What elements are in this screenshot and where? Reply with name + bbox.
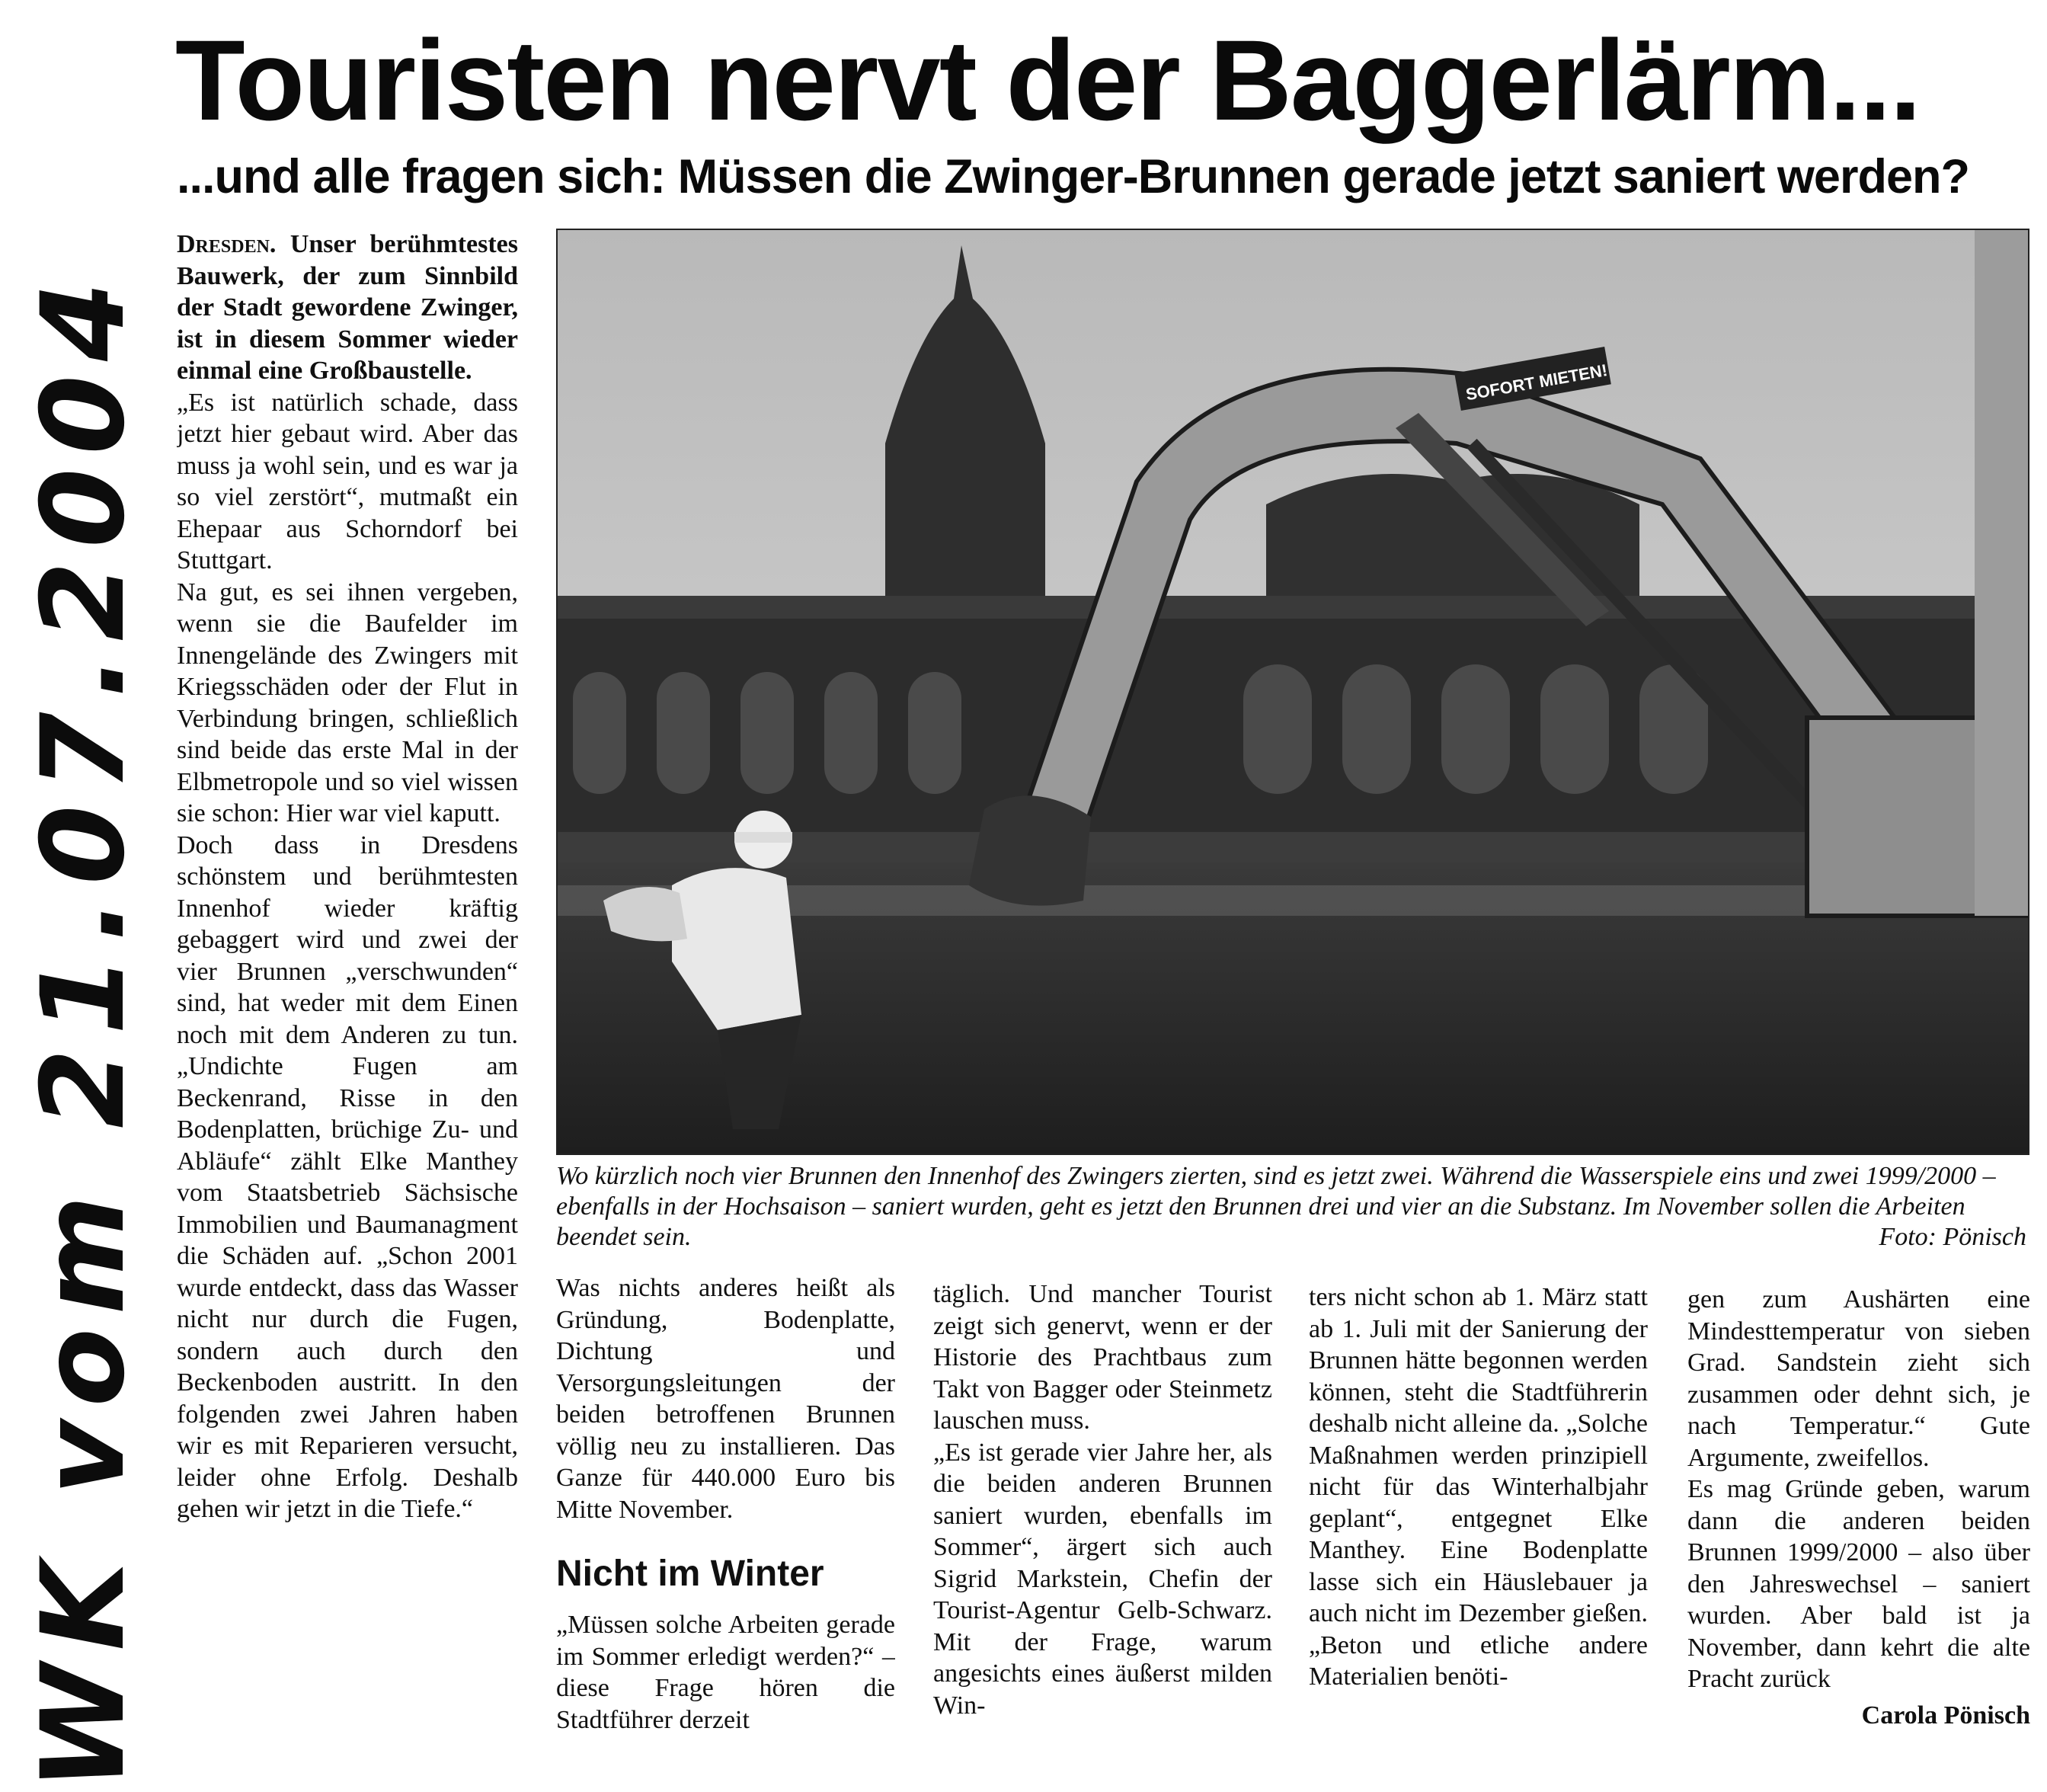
- article-column-4: [1309, 1282, 1648, 1777]
- body-paragraph: Es mag Gründe geben, warum dann die anderen beiden Brunnen 1999/2000 – also über den Jahreswechsel – saniert wurden. Aber bald ist ja November, dann kehrt die alte Pracht zurück: [1687, 1475, 2030, 1693]
- excavator-sign-text: SOFORT MIETEN!: [1464, 360, 1609, 405]
- excavator-photo-illustration: [558, 230, 2028, 1154]
- headline: Touristen nervt der Baggerlärm...: [175, 16, 1921, 144]
- article-column-5: [1687, 1284, 2030, 1771]
- caption-text: Wo kürzlich noch vier Brunnen den Innenhof des Zwingers zierten, sind es jetzt zwei. Während die Wasserspiele eins und zwei 1999/2000 – ebenfalls in der Hochsaison – saniert wurden, geht es jetzt den Brunnen drei und vier an die Substanz. Im November sollen die Arbeiten beendet sein.: [556, 1162, 1996, 1251]
- lead-paragraph: [177, 229, 518, 387]
- subheadline: ...und alle fragen sich: Müssen die Zwinger-Brunnen gerade jetzt saniert werden?: [177, 150, 1969, 203]
- body-paragraph: gen zum Aushärten eine Mindesttemperatur von sieben Grad. Sandstein zieht sich zusammen oder dehnt sich, je nach Temperatur.“ Gute Argumente, zweifellos.: [1687, 1285, 2030, 1472]
- body-paragraph: ters nicht schon ab 1. März statt ab 1. Juli mit der Sanierung der Brunnen hätte begonnen werden können, steht die Stadtführerin deshalb nicht alleine da. „Solche Maßnahmen werden prinzipiell nicht für das Winterhalbjahr geplant“, entgegnet Elke Manthey. Eine Bodenplatte lasse sich ein Häuslebauer ja auch nicht im Dezember gießen. „Beton und etliche andere Materialien benöti-: [1309, 1283, 1648, 1691]
- body-paragraph: täglich. Und mancher Tourist zeigt sich genervt, wenn er der Historie des Prachtbaus zum Takt von Bagger oder Steinmetz lauschen muss.: [933, 1280, 1272, 1435]
- section-subhead: Nicht im Winter: [556, 1554, 824, 1594]
- dateline: Dresden.: [177, 230, 277, 258]
- body-paragraph: Na gut, es sei ihnen vergeben, wenn sie die Baufelder im Innengelände des Zwingers mit Kriegsschäden oder der Flut in Verbindung bringen, schließlich sind beide das erste Mal in der Elbmetropole und so viel wissen sie schon: Hier war viel kaputt.: [177, 578, 518, 827]
- body-paragraph: „Es ist gerade vier Jahre her, als die beiden anderen Brunnen saniert wurden, ebenfalls im Sommer“, ärgert sich auch Sigrid Markstein, Chefin der Tourist-Agentur Gelb-Schwarz. Mit der Frage, warum angesichts eines äußerst milden Win-: [933, 1438, 1272, 1720]
- handwritten-margin-note: WK vom 21.07.2004: [18, 267, 150, 1790]
- photo-caption: [556, 1161, 2026, 1253]
- body-paragraph: Was nichts anderes heißt als Gründung, Bodenplatte, Dichtung und Versorgungsleitungen der beiden betroffenen Brunnen völlig neu zu installieren. Das Ganze für 440.000 Euro bis Mitte November.: [556, 1274, 895, 1524]
- article-column-1: [177, 229, 518, 1783]
- photo-credit: Foto: Pönisch: [1879, 1223, 2026, 1251]
- body-paragraph: Doch dass in Dresdens schönstem und berühmtesten Innenhof wieder kräftig gebaggert wird und zwei der vier Brunnen „verschwunden“ sind, hat weder mit dem Einen noch mit dem Anderen zu tun. „Undichte Fugen am Beckenrand, Risse in den Bodenplatten, brüchige Zu- und Abläufe“ zählt Elke Manthey vom Staatsbetrieb Sächsische Immobilien und Baumanagment die Schäden auf. „Schon 2001 wurde entdeckt, dass das Wasser nicht nur durch die Fugen, sondern auch durch den Beckenboden austritt. In den folgenden zwei Jahren haben wir es mit Reparieren versucht, leider ohne Erfolg. Deshalb gehen wir jetzt in die Tiefe.“: [177, 830, 518, 1523]
- body-paragraph: „Müssen solche Arbeiten gerade im Sommer erledigt werden?“ – diese Frage hören die Stadtführer derzeit: [556, 1611, 895, 1734]
- body-paragraph: „Es ist natürlich schade, dass jetzt hier gebaut wird. Aber das muss ja wohl sein, und es war ja so viel zerstört“, mutmaßt ein Ehepaar aus Schorndorf bei Stuttgart.: [177, 388, 518, 574]
- article-column-3: [933, 1278, 1272, 1774]
- article-photo: [556, 229, 2029, 1155]
- lead-text: Unser berühmtestes Bauwerk, der zum Sinnbild der Stadt gewordene Zwinger, ist in diesem Sommer wieder einmal eine Großbaustelle.: [177, 230, 518, 385]
- byline: Carola Pönisch: [1861, 1701, 2030, 1730]
- article-column-2: [556, 1272, 895, 1768]
